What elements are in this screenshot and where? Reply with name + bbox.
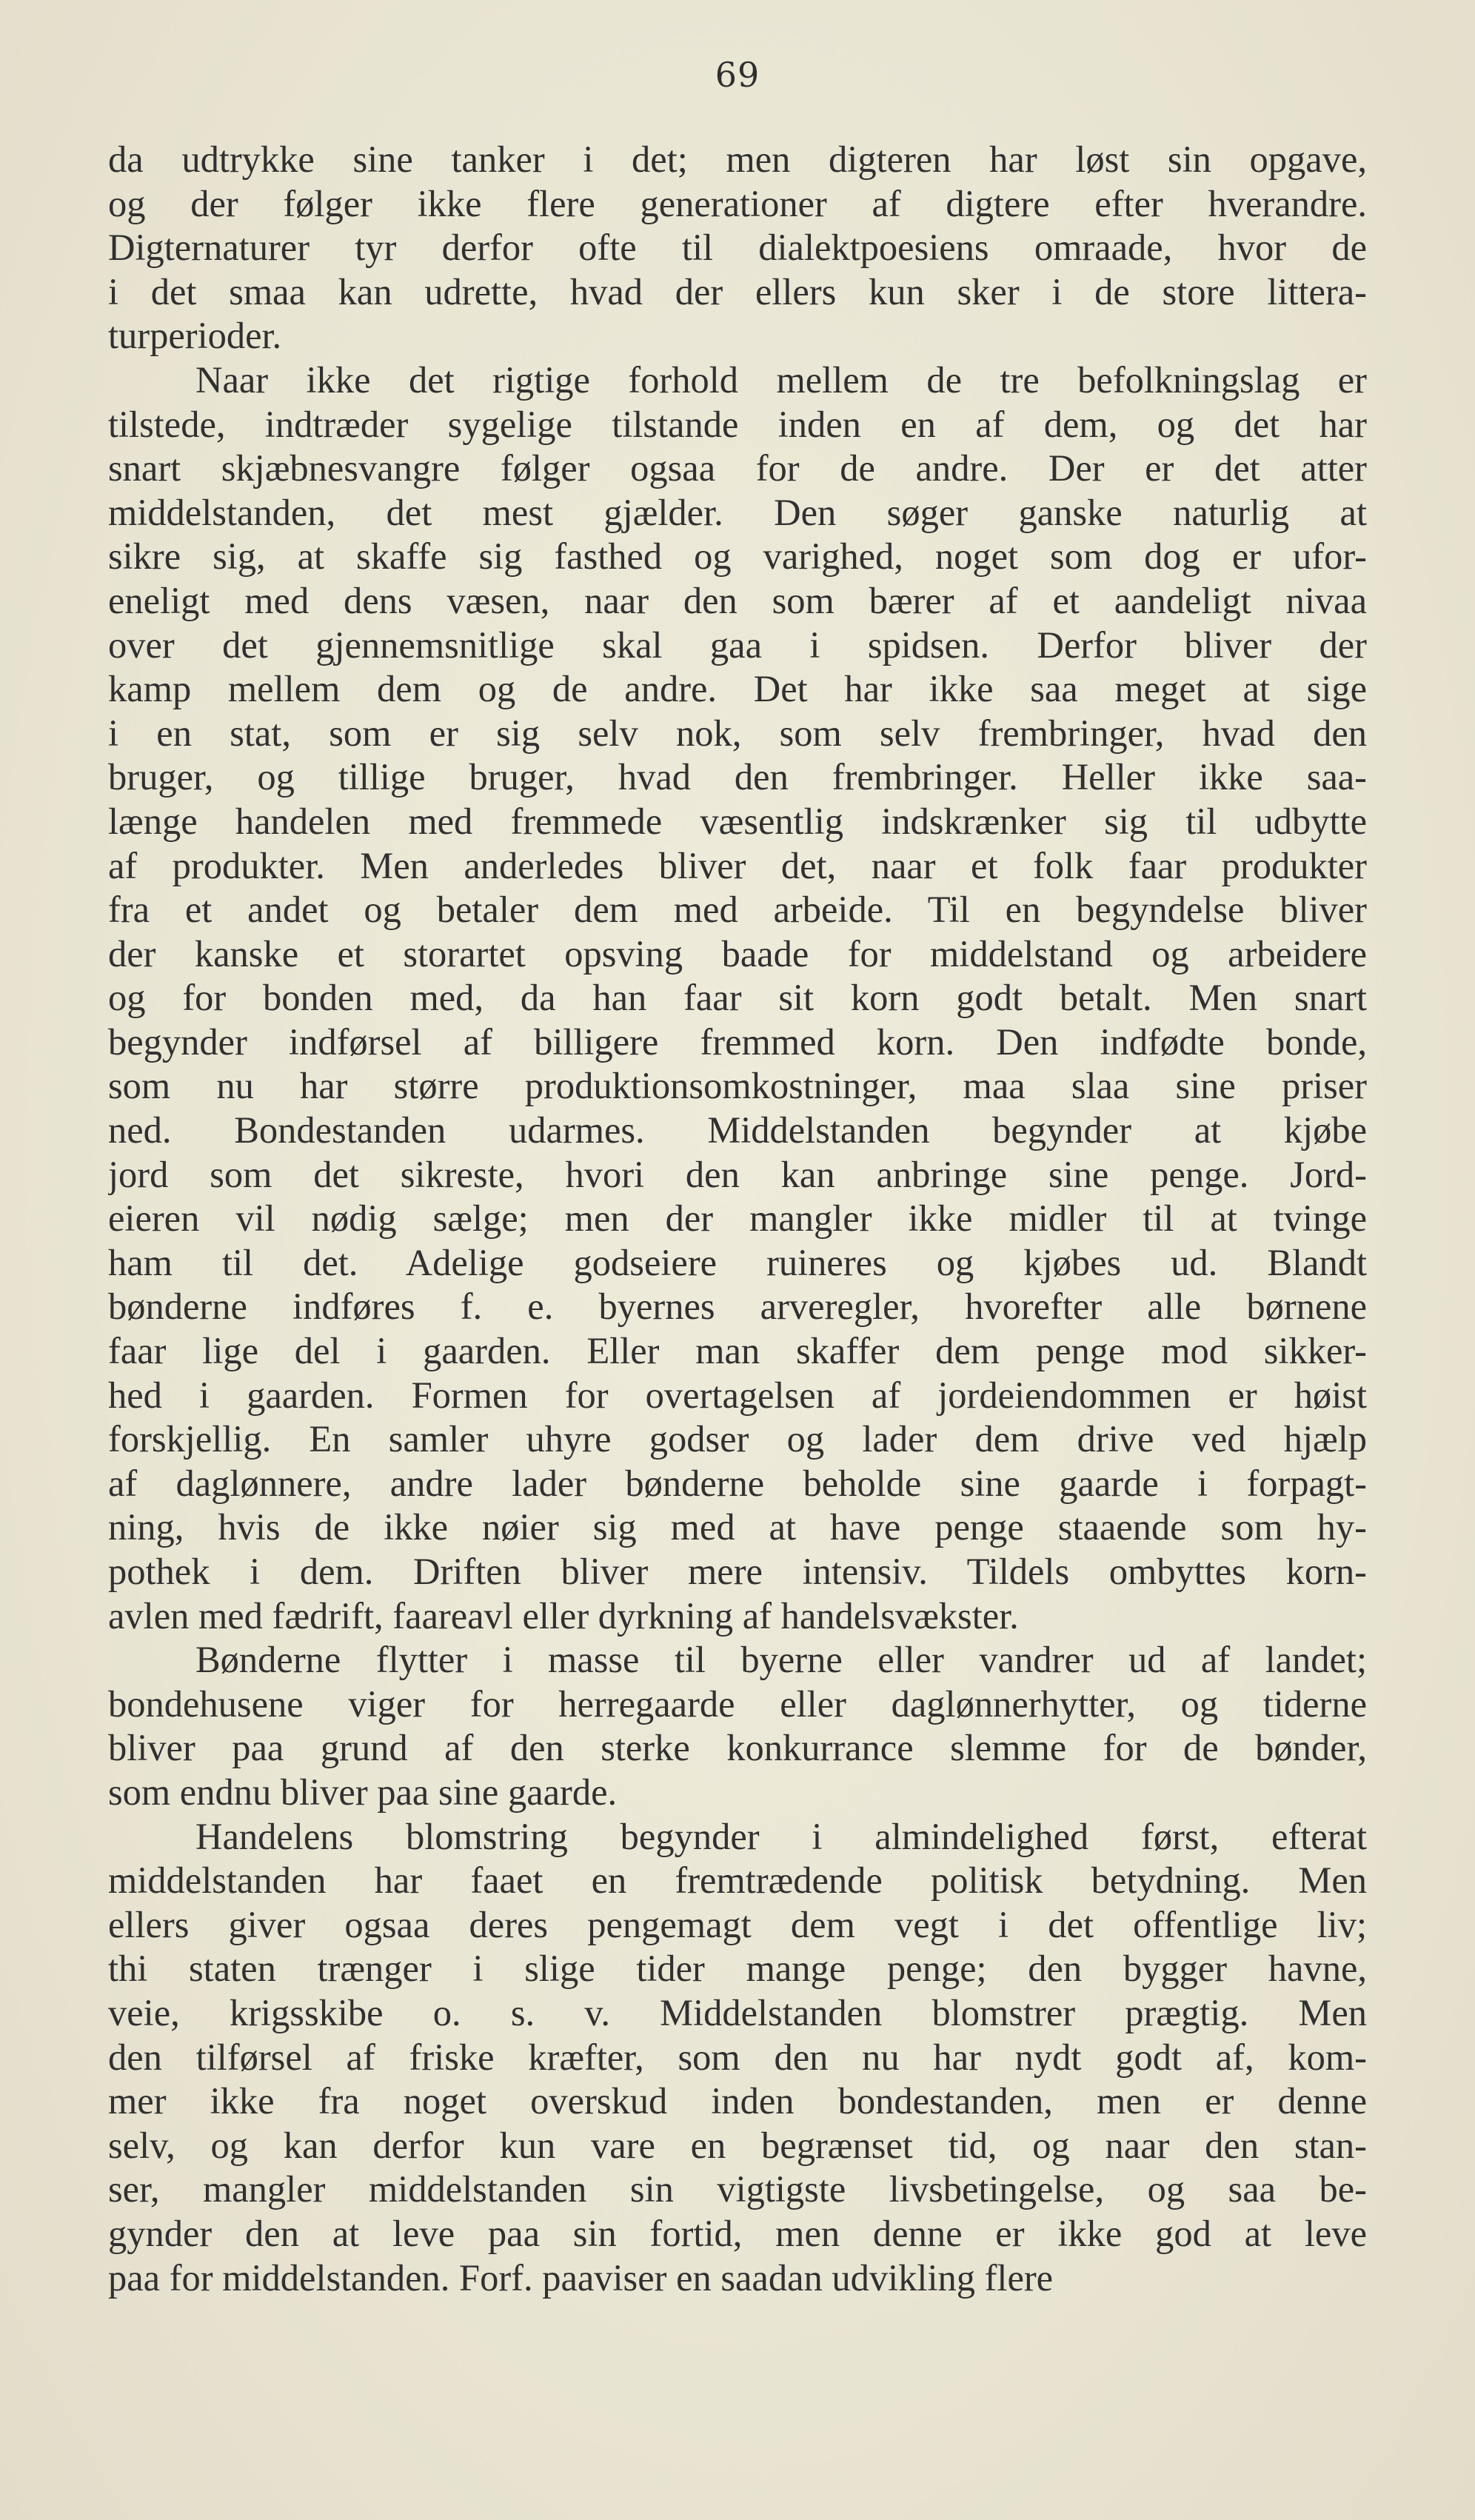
text-line: Digternaturer tyr derfor ofte til dialektpoesiens omraade, hvor de bbox=[108, 227, 1367, 269]
text-line: selv, og kan derfor kun vare en begrænset tid, og naar den stan- bbox=[108, 2124, 1367, 2166]
text-line: begynder indførsel af billigere fremmed korn. Den indfødte bonde, bbox=[108, 1020, 1367, 1063]
text-line: turperioder. bbox=[108, 315, 282, 357]
page-number: 69 bbox=[715, 55, 760, 95]
text-line: i en stat, som er sig selv nok, som selv frembringer, hvad den bbox=[108, 712, 1367, 754]
text-line: ellers giver ogsaa deres pengemagt dem vegt i det offentlige liv; bbox=[108, 1903, 1367, 1945]
paragraph bbox=[108, 138, 1367, 358]
text-line: af daglønnere, andre lader bønderne beholde sine gaarde i forpagt- bbox=[108, 1462, 1367, 1504]
text-line: forskjellig. En samler uhyre godser og lader dem drive ved hjælp bbox=[108, 1418, 1367, 1460]
text-line: den tilførsel af friske kræfter, som den nu har nydt godt af, kom- bbox=[108, 2036, 1367, 2078]
text-line: eieren vil nødig sælge; men der mangler ikke midler til at tvinge bbox=[108, 1197, 1367, 1240]
text-line: og for bonden med, da han faar sit korn godt betalt. Men snart bbox=[108, 977, 1367, 1019]
text-line: i det smaa kan udrette, hvad der ellers kun sker i de store littera- bbox=[108, 270, 1367, 313]
text-line: middelstanden, det mest gjælder. Den søger ganske naturlig at bbox=[108, 491, 1367, 533]
text-line: snart skjæbnesvangre følger ogsaa for de andre. Der er det atter bbox=[108, 447, 1367, 489]
text-line: eneligt med dens væsen, naar den som bærer af et aandeligt nivaa bbox=[108, 579, 1367, 621]
body-text bbox=[108, 138, 1367, 2300]
text-line: faar lige del i gaarden. Eller man skaffer dem penge mod sikker- bbox=[108, 1330, 1367, 1372]
text-line: gynder den at leve paa sin fortid, men denne er ikke god at leve bbox=[108, 2212, 1367, 2254]
text-line: ning, hvis de ikke nøier sig med at have penge staaende som hy- bbox=[108, 1506, 1367, 1548]
text-line: thi staten trænger i slige tider mange penge; den bygger havne, bbox=[108, 1948, 1367, 1990]
text-line: længe handelen med fremmede væsentlig indskrænker sig til udbytte bbox=[108, 800, 1367, 842]
text-line: veie, krigsskibe o. s. v. Middelstanden blomstrer prægtig. Men bbox=[108, 1991, 1367, 2033]
text-line: mer ikke fra noget overskud inden bondestanden, men er denne bbox=[108, 2080, 1367, 2122]
text-line: Handelens blomstring begynder i almindelighed først, efterat bbox=[195, 1815, 1367, 1857]
paragraph bbox=[108, 1638, 1367, 1814]
text-line: bondehusene viger for herregaarde eller daglønnerhytter, og tiderne bbox=[108, 1682, 1367, 1725]
text-line: og der følger ikke flere generationer af digtere efter hverandre. bbox=[108, 182, 1367, 224]
text-line: Bønderne flytter i masse til byerne eller vandrer ud af landet; bbox=[195, 1639, 1367, 1681]
text-line: over det gjennemsnitlige skal gaa i spidsen. Derfor bliver der bbox=[108, 624, 1367, 666]
text-line: Naar ikke det rigtige forhold mellem de tre befolkningslag er bbox=[195, 358, 1367, 401]
text-line: bliver paa grund af den sterke konkurrance slemme for de bønder, bbox=[108, 1727, 1367, 1769]
text-line: ned. Bondestanden udarmes. Middelstanden begynder at kjøbe bbox=[108, 1109, 1367, 1152]
text-line: paa for middelstanden. Forf. paaviser en saadan udvikling flere bbox=[108, 2256, 1054, 2299]
text-line: ser, mangler middelstanden sin vigtigste livsbetingelse, og saa be- bbox=[108, 2168, 1367, 2210]
text-line: da udtrykke sine tanker i det; men digteren har løst sin opgave, bbox=[108, 138, 1367, 180]
text-line: tilstede, indtræder sygelige tilstande inden en af dem, og det har bbox=[108, 403, 1367, 445]
text-line: som endnu bliver paa sine gaarde. bbox=[108, 1771, 618, 1813]
text-line: der kanske et storartet opsving baade for middelstand og arbeidere bbox=[108, 932, 1367, 975]
text-line: fra et andet og betaler dem med arbeide. Til en begyndelse bliver bbox=[108, 889, 1367, 931]
paragraph bbox=[108, 1815, 1367, 2301]
text-line: avlen med fædrift, faareavl eller dyrkning af handelsvækster. bbox=[108, 1594, 1019, 1637]
text-line: middelstanden har faaet en fremtrædende politisk betydning. Men bbox=[108, 1859, 1367, 1902]
text-line: hed i gaarden. Formen for overtagelsen af jordeiendommen er høist bbox=[108, 1374, 1367, 1416]
text-line: bruger, og tillige bruger, hvad den frembringer. Heller ikke saa- bbox=[108, 756, 1367, 798]
text-line: af produkter. Men anderledes bliver det, naar et folk faar produkter bbox=[108, 844, 1367, 886]
text-line: kamp mellem dem og de andre. Det har ikke saa meget at sige bbox=[108, 668, 1367, 710]
text-line: ham til det. Adelige godseiere ruineres og kjøbes ud. Blandt bbox=[108, 1241, 1367, 1283]
text-line: pothek i dem. Driften bliver mere intensiv. Tildels ombyttes korn- bbox=[108, 1551, 1367, 1592]
text-line: sikre sig, at skaffe sig fasthed og varighed, noget som dog er ufor- bbox=[108, 535, 1367, 578]
text-line: bønderne indføres f. e. byernes arveregler, hvorefter alle børnene bbox=[108, 1286, 1367, 1328]
paragraph bbox=[108, 358, 1367, 1638]
text-line: jord som det sikreste, hvori den kan anbringe sine penge. Jord- bbox=[108, 1153, 1367, 1195]
text-line: som nu har større produktionsomkostninger, maa slaa sine priser bbox=[108, 1065, 1367, 1107]
